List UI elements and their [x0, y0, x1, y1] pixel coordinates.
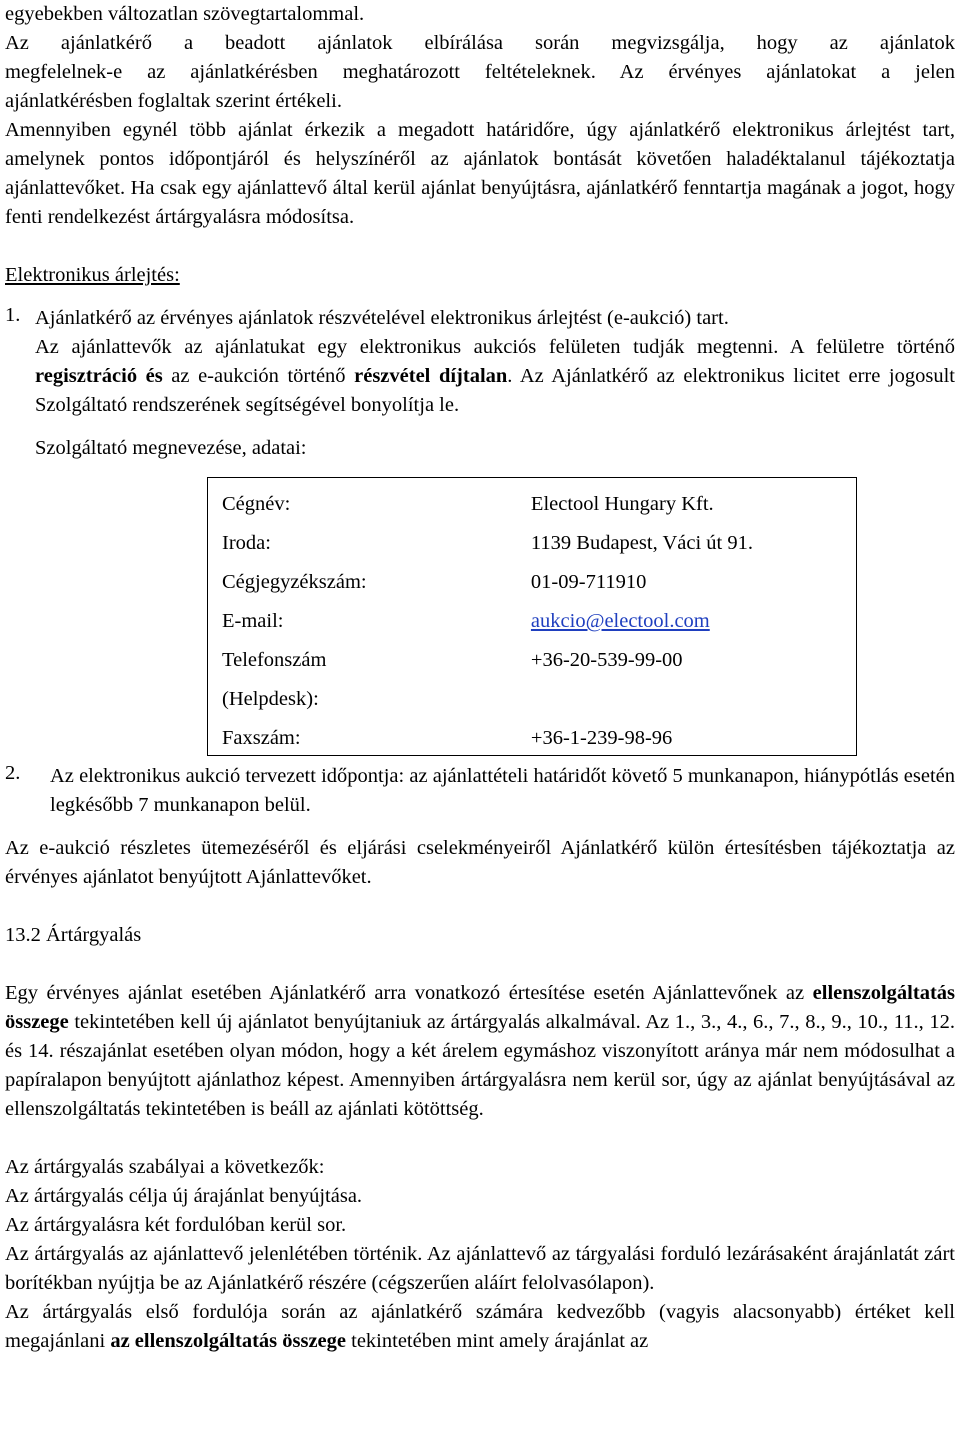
- auction-heading: Elektronikus árlejtés:: [5, 264, 180, 286]
- item1-first-line: Ajánlatkérő az érvényes ajánlatok részvételével elektronikus árlejtést (e-aukció) tart.: [35, 307, 729, 329]
- table-row: [208, 517, 857, 556]
- provider-value: +36-20-539-99-00: [530, 649, 683, 671]
- provider-value: 1139 Budapest, Váci út 91.: [530, 532, 753, 554]
- schedule-paragraph: Az e-aukció részletes ütemezéséről és eljárási cselekményeiről Ajánlatkérő külön értesítésben tájékoztatja az érvényes ajánlatot benyújtott Ajánlattevőket.: [5, 837, 955, 888]
- provider-key: Cégjegyzékszám:: [222, 571, 367, 593]
- text-line: ajánlatkérésben foglaltak szerint értékeli.: [5, 90, 342, 112]
- provider-value: Electool Hungary Kft.: [530, 493, 714, 515]
- provider-value: [517, 673, 857, 712]
- table-row: [208, 478, 857, 518]
- provider-key: Faxszám:: [222, 727, 301, 749]
- table-row: [208, 634, 857, 673]
- rules-heading: Az ártárgyalás szabályai a következők:: [5, 1156, 325, 1178]
- provider-key: Telefonszám: [222, 649, 327, 671]
- rule-line: Az ártárgyalásra két fordulóban kerül sor.: [5, 1214, 347, 1236]
- text-line: Az ajánlatkérő a beadott ajánlatok elbírálása során megvizsgálja, hogy az ajánlatok: [5, 32, 955, 54]
- rule-line: Az ártárgyalás célja új árajánlat benyújtása.: [5, 1185, 363, 1207]
- item-number: 1.: [5, 304, 21, 326]
- rule-line: Az ártárgyalás az ajánlattevő jelenlétében történik. Az ajánlattevő az tárgyalási forduló lezárásaként árajánlatát zárt borítékban nyújtja be az Ajánlatkérő részére (cégszerűen aláírt felolvasólapon).: [5, 1243, 955, 1294]
- item1-body: Az ajánlattevők az ajánlatukat egy elektronikus aukciós felületen tudják megtenni. A felületre történő regisztráció és az e-aukción történő részvétel díjtalan. Az Ajánlatkérő az elektronikus licitet erre jogosult Szolgáltató rendszerének segítségével bonyolítja le.: [35, 336, 955, 416]
- provider-key: Iroda:: [222, 532, 271, 554]
- section-paragraph: Egy érvényes ajánlat esetében Ajánlatkérő arra vonatkozó értesítése esetén Ajánlattevőnek az ellenszolgáltatás összege tekintetében kell új ajánlatot benyújtaniuk az ártárgyalás alkalmával. Az 1., 3., 4., 6., 7., 8., 9., 10., 11., 12. és 14. részajánlat esetében olyan módon, hogy a két árelem egymáshoz viszonyított aránya már nem módosulhat a papíralapon benyújtott ajánlathoz képest. Amennyiben ártárgyalásra nem kerül sor, úgy az ajánlat benyújtásával az ellenszolgáltatás tekintetében is beáll az ajánlati kötöttség.: [5, 982, 955, 1120]
- provider-table: [207, 477, 857, 756]
- provider-key: (Helpdesk):: [222, 688, 319, 710]
- item2-text: Az elektronikus aukció tervezett időpontja: az ajánlattételi határidőt követő 5 munkanapon, hiánypótlás esetén legkésőbb 7 munkanapon belül.: [50, 765, 955, 816]
- section-heading: 13.2 Ártárgyalás: [5, 924, 142, 946]
- table-row: [208, 712, 857, 756]
- bold-text: részvétel díjtalan: [354, 365, 508, 387]
- text-line: egyebekben változatlan szövegtartalommal.: [5, 3, 365, 25]
- provider-value: 01-09-711910: [530, 571, 647, 593]
- document-page: [5, 0, 955, 1356]
- bold-text: az ellenszolgáltatás összege: [110, 1330, 347, 1352]
- paragraph-electronic-auction-condition: Amennyiben egynél több ajánlat érkezik a megadott határidőre, úgy ajánlatkérő elektronikus árlejtést tart, amelynek pontos időpontjáról és helyszínéről az ajánlatok bontását követően haladéktalanul tájékoztatja ajánlattevőket. Ha csak egy ajánlattevő által kerül ajánlat benyújtásra, ajánlatkérő fenntartja magának a jogot, hogy fenti rendelkezést ártárgyalásra módosítsa.: [5, 119, 955, 228]
- table-row: [208, 673, 857, 712]
- bold-text: regisztráció és: [35, 365, 163, 387]
- bold-text: ellenszolgáltatás összege: [5, 982, 955, 1033]
- provider-heading: Szolgáltató megnevezése, adatai:: [35, 437, 307, 459]
- table-row: [208, 556, 857, 595]
- provider-key: Cégnév:: [222, 493, 291, 515]
- table-row: [208, 595, 857, 634]
- text-line: megfelelnek-e az ajánlatkérésben meghatározott feltételeknek. Az érvényes ajánlatokat a jelen: [5, 61, 955, 83]
- provider-key: E-mail:: [222, 610, 284, 632]
- auction-item-2: [5, 762, 955, 820]
- rule-line: Az ártárgyalás első fordulója során az ajánlatkérő számára kedvezőbb (vagyis alacsonyabb) értéket kell megajánlani az ellenszolgáltatás összege tekintetében mint amely árajánlat az: [5, 1301, 955, 1352]
- email-link[interactable]: aukcio@electool.com: [530, 610, 710, 632]
- provider-value: +36-1-239-98-96: [530, 727, 673, 749]
- item-number: 2.: [5, 762, 21, 784]
- auction-item-1: [5, 304, 955, 463]
